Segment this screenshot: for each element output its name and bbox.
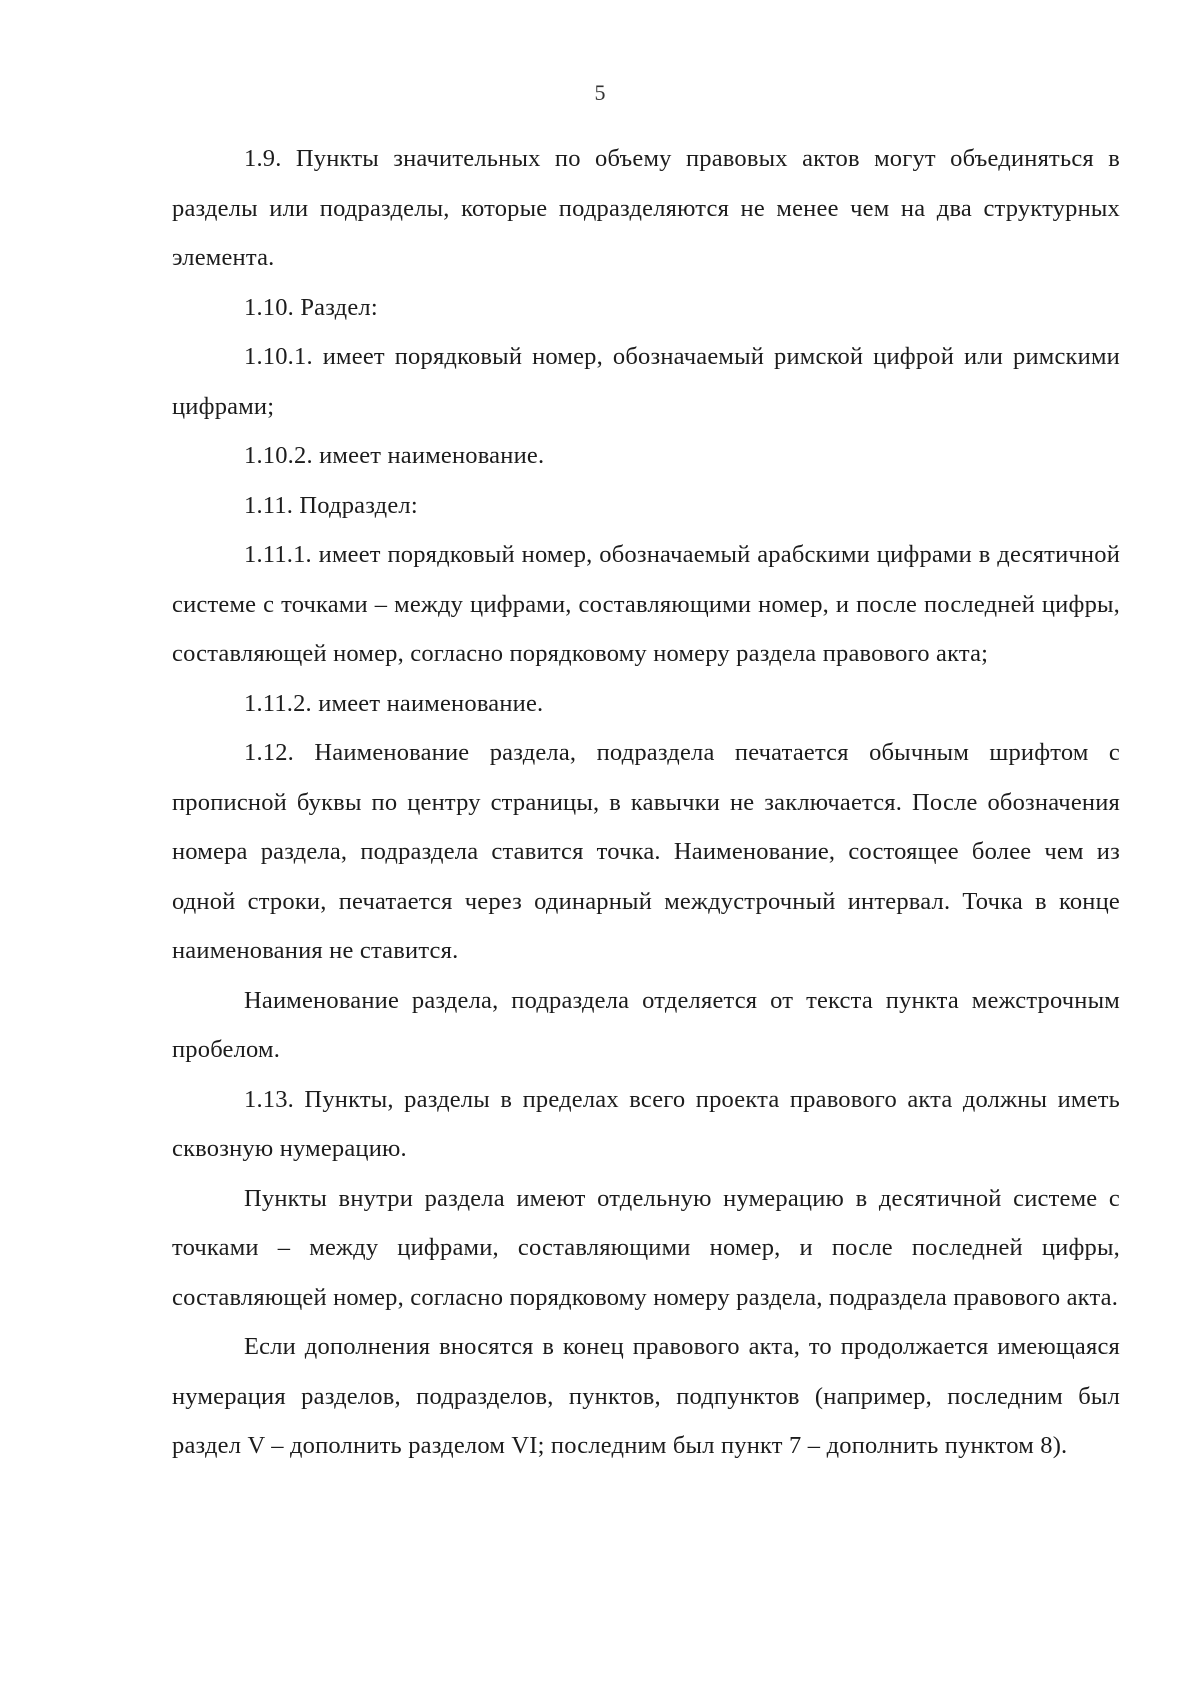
- document-body: [172, 134, 1120, 1471]
- paragraph-1-13: 1.13. Пункты, разделы в пределах всего проекта правового акта должны иметь сквозную нумерацию.: [172, 1085, 1120, 1162]
- paragraph-1-10: 1.10. Раздел:: [244, 293, 378, 321]
- paragraph-1-12: 1.12. Наименование раздела, подраздела печатается обычным шрифтом с прописной буквы по центру страницы, в кавычки не заключается. После обозначения номера раздела, подраздела ставится точка. Наименование, состоящее более чем из одной строки, печатается через одинарный междустрочный интервал. Точка в конце наименования не ставится.: [172, 739, 1120, 964]
- paragraph-1-9: 1.9. Пункты значительных по объему правовых актов могут объединяться в разделы или подразделы, которые подразделяются не менее чем на два структурных элемента.: [172, 145, 1120, 271]
- paragraph-section-heading-spacing: Наименование раздела, подраздела отделяется от текста пункта межстрочным пробелом.: [172, 986, 1120, 1063]
- paragraph-section-numbering: Пункты внутри раздела имеют отдельную нумерацию в десятичной системе с точками – между цифрами, составляющими номер, и после последней цифры, составляющей номер, согласно порядковому номеру раздела, подраздела правового акта.: [172, 1184, 1120, 1311]
- paragraph-1-11: 1.11. Подраздел:: [244, 491, 418, 519]
- paragraph-1-11-1: 1.11.1. имеет порядковый номер, обозначаемый арабскими цифрами в десятичной системе с точками – между цифрами, составляющими номер, и после последней цифры, составляющей номер, согласно порядковому номеру раздела правового акта;: [172, 541, 1120, 667]
- page-number: 5: [594, 80, 606, 105]
- paragraph-1-10-2: 1.10.2. имеет наименование.: [244, 442, 545, 469]
- paragraph-1-11-2: 1.11.2. имеет наименование.: [244, 689, 544, 717]
- paragraph-additions-numbering: Если дополнения вносятся в конец правового акта, то продолжается имеющаяся нумерация разделов, подразделов, пунктов, подпунктов (например, последним был раздел V – дополнить разделом VI; последним был пункт 7 – дополнить пунктом 8).: [172, 1333, 1120, 1459]
- paragraph-1-10-1: 1.10.1. имеет порядковый номер, обозначаемый римской цифрой или римскими цифрами;: [172, 343, 1120, 420]
